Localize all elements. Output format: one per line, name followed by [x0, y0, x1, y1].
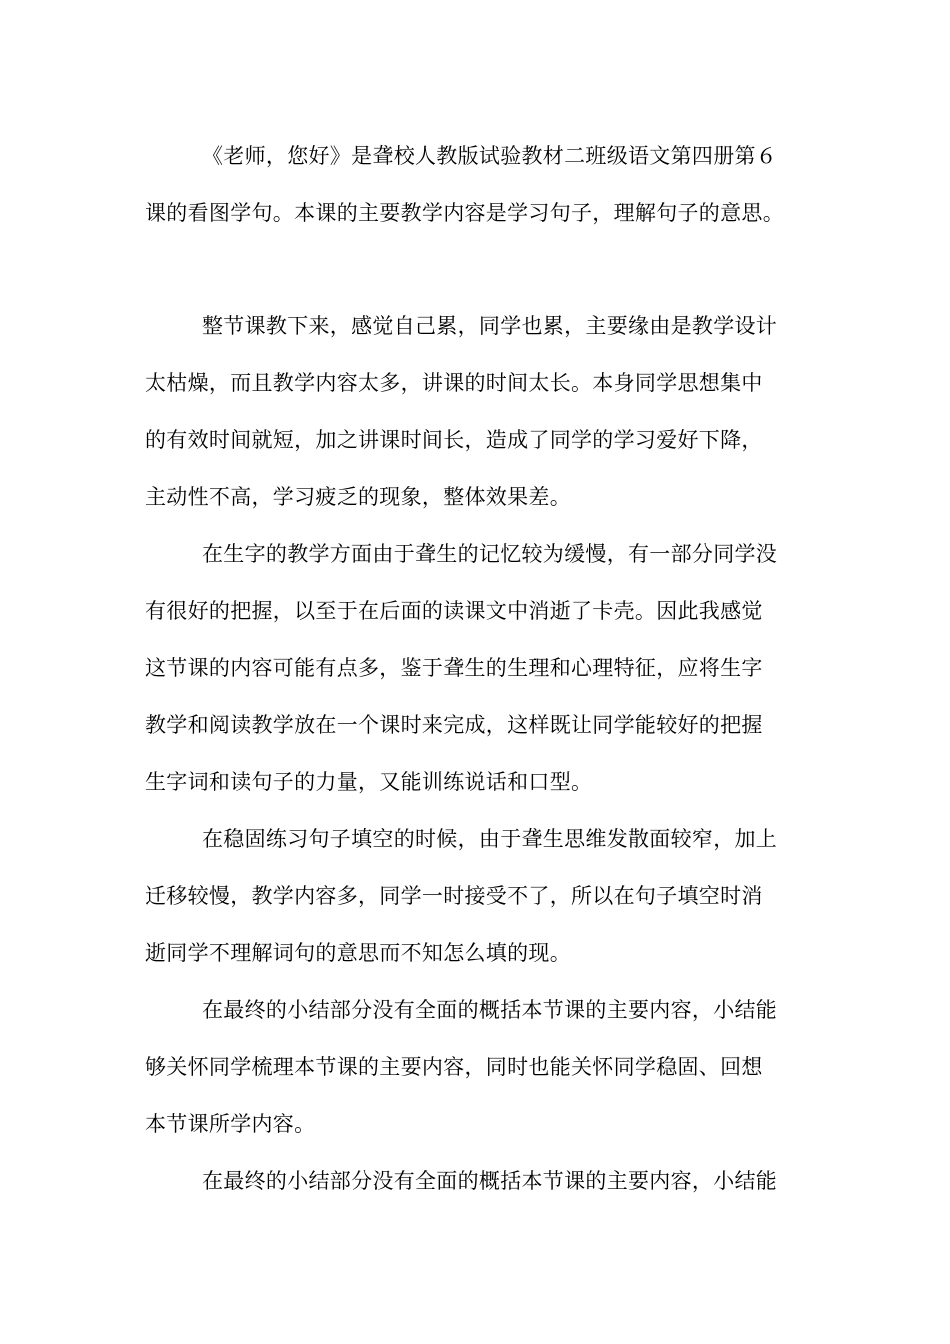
paragraph-5	[145, 982, 825, 1153]
text-line: 太枯燥，而且教学内容太多，讲课的时间太长。本身同学思想集中	[145, 371, 763, 395]
paragraph-4	[145, 811, 825, 982]
paragraph-6	[145, 1153, 825, 1210]
text-line: 课的看图学句。本课的主要教学内容是学习句子，理解句子的意思。	[145, 201, 784, 225]
paragraph-2	[145, 298, 825, 526]
text-line: 够关怀同学梳理本节课的主要内容，同时也能关怀同学稳固、回想	[145, 1055, 763, 1079]
text-line: 有很好的把握，以至于在后面的读课文中消逝了卡壳。因此我感觉	[145, 599, 763, 623]
text-line: 《老师，您好》是聋校人教版试验教材二班级语文第四册第６	[202, 144, 778, 168]
text-line: 整节课教下来，感觉自己累，同学也累，主要缘由是教学设计	[202, 314, 778, 338]
text-line: 在生字的教学方面由于聋生的记忆较为缓慢，有一部分同学没	[202, 542, 778, 566]
text-line: 在稳固练习句子填空的时候，由于聋生思维发散面较窄，加上	[202, 827, 778, 851]
text-line: 在最终的小结部分没有全面的概括本节课的主要内容，小结能	[202, 1169, 778, 1193]
text-line: 这节课的内容可能有点多，鉴于聋生的生理和心理特征，应将生字	[145, 656, 763, 680]
text-line: 教学和阅读教学放在一个课时来完成，这样既让同学能较好的把握	[145, 713, 763, 737]
text-line: 迁移较慢，教学内容多，同学一时接受不了，所以在句子填空时消	[145, 884, 763, 908]
text-line: 生字词和读句子的力量，又能训练说话和口型。	[145, 770, 593, 794]
text-line: 主动性不高，学习疲乏的现象，整体效果差。	[145, 485, 571, 509]
paragraph-3	[145, 526, 825, 811]
text-line: 在最终的小结部分没有全面的概括本节课的主要内容，小结能	[202, 998, 778, 1022]
text-line: 逝同学不理解词句的意思而不知怎么填的现。	[145, 941, 571, 965]
text-line: 的有效时间就短，加之讲课时间长，造成了同学的学习爱好下降，	[145, 428, 763, 452]
text-line: 本节课所学内容。	[145, 1112, 316, 1136]
paragraph-1	[145, 128, 825, 242]
